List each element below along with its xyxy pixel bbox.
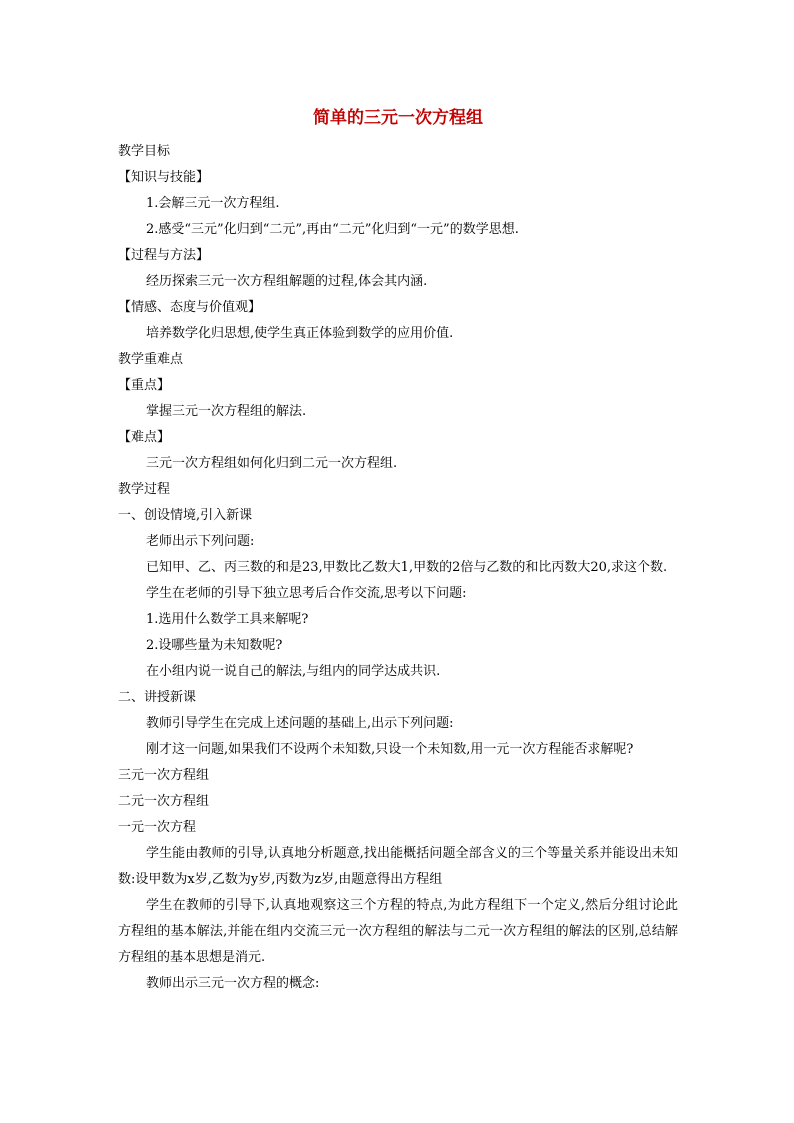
question-1: 1.选用什么数学工具来解呢?: [146, 612, 309, 627]
lesson-text-1: 教师引导学生在完成上述问题的基础上,出示下列问题:: [146, 716, 454, 731]
intro-text-2: 学生在老师的引导下独立思考后合作交流,思考以下问题:: [146, 586, 467, 601]
problem-statement: 已知甲、乙、丙三数的和是23,甲数比乙数大1,甲数的2倍与乙数的和比丙数大20,求这个数.: [146, 560, 668, 575]
objective-item-1: 1.会解三元一次方程组.: [146, 196, 280, 211]
section-heading-key-points: 教学重难点: [118, 352, 184, 367]
attitude-values-text: 培养数学化归思想,使学生真正体验到数学的应用价值.: [146, 326, 454, 341]
intro-text-1: 老师出示下列问题:: [146, 534, 255, 549]
subheading-attitude-values: 【情感、态度与价值观】: [118, 300, 262, 315]
key-point-text: 掌握三元一次方程组的解法.: [146, 404, 307, 419]
document-title: 简单的三元一次方程组: [313, 108, 483, 128]
lesson-paragraph-2: 学生在教师的引导下,认真地观察这三个方程的特点,为此方程组下一个定义,然后分组讨论此方程组的基本解法,并能在组内交流三元一次方程组的解法与二元一次方程组的解法的区别,总结解方程组的基本思想是消元.: [118, 898, 678, 965]
diagram-label-ternary: 三元一次方程组: [118, 768, 210, 783]
objective-item-2: 2.感受“三元”化归到“二元”,再由“二元”化归到“一元”的数学思想.: [146, 222, 519, 237]
lesson-paragraph-1: 学生能由教师的引导,认真地分析题意,找出能概括问题全部含义的三个等量关系并能设出未知数:设甲数为x岁,乙数为y岁,丙数为z岁,由题意得出方程组: [118, 846, 678, 887]
section-heading-objectives: 教学目标: [118, 144, 171, 159]
subheading-key-point: 【重点】: [118, 378, 171, 393]
intro-text-3: 在小组内说一说自己的解法,与组内的同学达成共识.: [146, 664, 441, 679]
section-heading-process: 教学过程: [118, 482, 171, 497]
diagram-label-binary: 二元一次方程组: [118, 794, 210, 809]
difficulty-text: 三元一次方程组如何化归到二元一次方程组.: [146, 456, 398, 471]
lesson-text-2: 刚才这一问题,如果我们不设两个未知数,只设一个未知数,用一元一次方程能否求解呢?: [146, 742, 634, 757]
subheading-process-method: 【过程与方法】: [118, 248, 210, 263]
subheading-difficulty: 【难点】: [118, 430, 171, 445]
subheading-knowledge-skills: 【知识与技能】: [118, 170, 210, 185]
question-2: 2.设哪些量为未知数呢?: [146, 638, 283, 653]
lesson-text-3: 教师出示三元一次方程的概念:: [146, 976, 320, 991]
diagram-label-unary: 一元一次方程: [118, 820, 197, 835]
subheading-new-lesson: 二、讲授新课: [118, 690, 197, 705]
process-method-text: 经历探索三元一次方程组解题的过程,体会其内涵.: [146, 274, 428, 289]
document-page: [118, 105, 678, 997]
subheading-intro: 一、创设情境,引入新课: [118, 508, 253, 523]
